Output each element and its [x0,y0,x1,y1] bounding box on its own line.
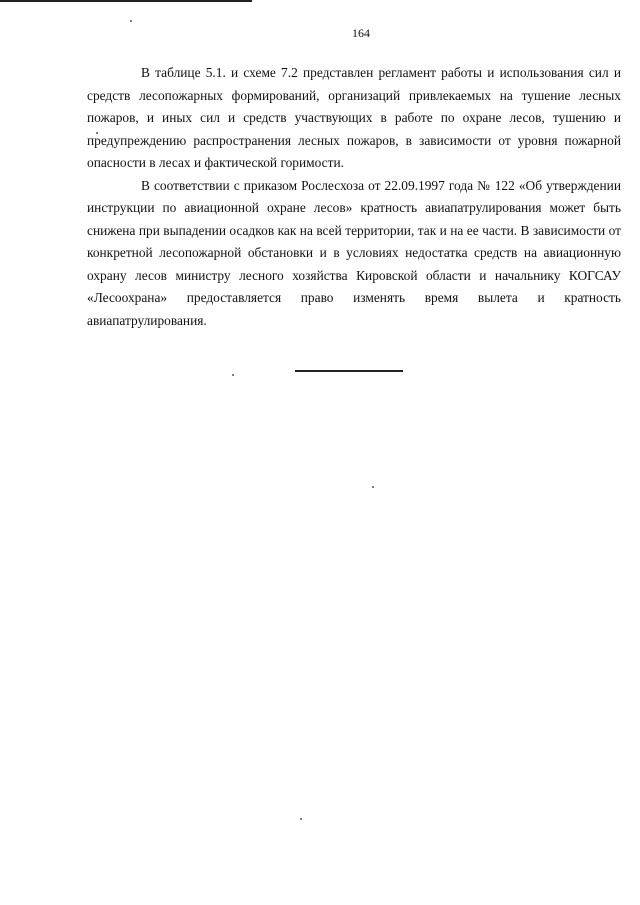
paragraph-aviation-patrol: В соответствии с приказом Рослесхоза от 22.09.1997 года № 122 «Об утверждении инструкции по авиационной охране лесов» кратность авиапатрулирования может быть снижена при выпадении осадков как на всей территории, так и на ее части. В зависимости от конкретной лесопожарной обстановки и в условиях недостатка средств на авиационную охрану лесов министру лесного хозяйства Кировской области и начальнику КОГСАУ «Лесоохрана» предоставляется право изменять время вылета и кратность авиапатрулирования. [87,177,621,328]
section-end-rule [295,370,403,372]
scan-speck [372,486,374,488]
scan-speck [130,20,132,22]
scan-speck [300,818,302,820]
page-number: 164 [352,26,370,40]
document-body [87,62,621,332]
paragraph-regulations: В таблице 5.1. и схеме 7.2 представлен регламент работы и использования сил и средств лесопожарных формирований, организаций привлекаемых на тушение лесных пожаров, и иных сил и средств участвующих в работе по охране лесов, тушению и предупреждению распространения лесных пожаров, в зависимости от уровня пожарной опасности в лесах и фактической горимости. [87,65,621,170]
top-edge-rule [0,0,252,2]
scan-speck [232,374,234,376]
